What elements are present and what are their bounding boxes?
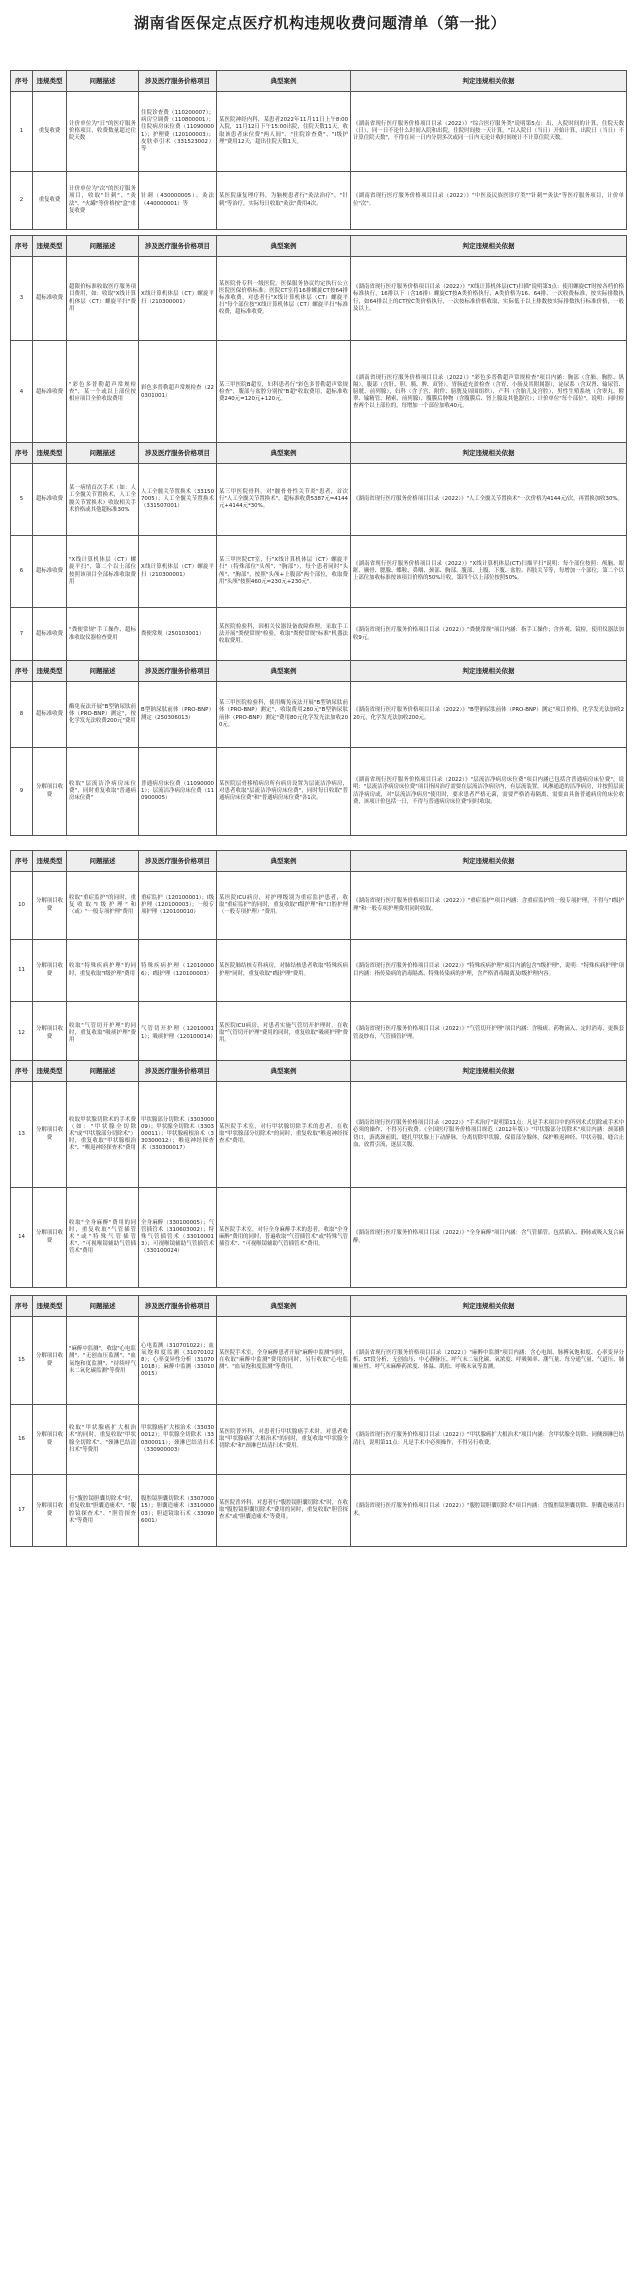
column-header: 典型案例: [217, 1061, 351, 1082]
cell-type: 分解项目收费: [33, 1002, 67, 1066]
cell-basis: 《湖南省现行医疗服务价格项目目录（2022）》"中医及民族医诊疗类""针刺""灸法"等医疗服务项目，计价单位"次"。: [351, 172, 627, 230]
cell-description: 计价单位为"日"的医疗服务价格项目，收费数量超过住院天数: [67, 92, 139, 172]
cell-case: 某医院手术室，对行全身麻醉手术的患者，收取"全身麻醉"费用的同时，普遍收取"气管插管术"或"特殊气管插管术"、"可视喉镜辅助气管插管术"费用。: [217, 1188, 351, 1288]
column-header: 典型案例: [217, 661, 351, 682]
violation-table: [10, 235, 627, 445]
cell-no: 12: [11, 1002, 33, 1066]
cell-description: 计价单位为"次"的医疗服务项目，收取"针刺"、"灸法"、"火罐"等价格按"盒"重复收费: [67, 172, 139, 230]
page-title: 湖南省医保定点医疗机构违规收费问题清单（第一批）: [133, 14, 506, 32]
cell-no: 4: [11, 341, 33, 445]
cell-case: 某医院ICU病房，对护理级别为重症监护患者，收取"重症监护"的同时，重复收取"I级护理"和"口腔护理（一般专项护理）"费用。: [217, 872, 351, 940]
cell-description: "粪便常规"手工操作、超标准收取仪器检查费用: [67, 608, 139, 662]
table-row: [11, 608, 627, 662]
cell-case: 某医院手术室，全身麻醉患者开展"麻醉中监测"同时，在收取"麻醉中监测"费用的同时，另行收取"心电监测"、"血氧饱和度监测"等费用。: [217, 1317, 351, 1405]
cell-price-item: 全身麻醉（330100005）；气管插管术（310603002）；特殊气管插管术（330100013）；可视喉镜辅助气管插管术（330100024）: [139, 1188, 217, 1288]
cell-description: 收取"甲状腺癌扩大根治术"的同时，重复收取"甲状腺全切除术"、"颈淋巴结清扫术"等费用: [67, 1405, 139, 1475]
column-header: 判定违规相关依据: [351, 236, 627, 257]
column-header: 判定违规相关依据: [351, 443, 627, 464]
table-row: [11, 341, 627, 445]
cell-type: 超标准收费: [33, 608, 67, 662]
cell-type: 重复收费: [33, 172, 67, 230]
cell-basis: 《湖南省现行医疗服务价格项目目录（2022）》"X线计算机体层(CT)扫描"说明第3点：使用螺旋CT时按各档价格标准执行，16排以下（含16排）螺旋CT按A类价格执行，A类价格为16、64排、一次收费标准，按实际排数执行，如64排以上的CT按C类价格执行，一次按标准价格收取，实际低于以上排数按实际排数执行标准价格，一般及以上。: [351, 257, 627, 341]
column-header: 典型案例: [217, 1296, 351, 1317]
table-row: [11, 1317, 627, 1405]
column-header: 问题描述: [67, 661, 139, 682]
table-row: [11, 940, 627, 1002]
cell-type: 分解项目收费: [33, 872, 67, 940]
cell-case: 某医院康复理疗科，为脑梗患者行"灸法治疗"、"针刺"等治疗，实际每日收取"灸法"费用4次。: [217, 172, 351, 230]
cell-type: 分解项目收费: [33, 1405, 67, 1475]
table-header-row: [11, 851, 627, 872]
column-header: 问题描述: [67, 443, 139, 464]
cell-no: 10: [11, 872, 33, 940]
cell-type: 超标准收费: [33, 536, 67, 608]
cell-no: 9: [11, 748, 33, 836]
cell-basis: 《湖南省现行医疗服务价格项目目录（2022）》"腹腔镜胆囊切除术"项目内涵：含腹腔镜胆囊切除、胆囊造瘘清扫术。: [351, 1475, 627, 1547]
table-row: [11, 92, 627, 172]
cell-no: 3: [11, 257, 33, 341]
cell-type: 分解项目收费: [33, 748, 67, 836]
cell-basis: 《湖南省现行医疗服务价格项目目录（2022）》"层流洁净病房床位费"项目内涵已包括含普通病房床位费"，说明："层流洁净病房床位费"项目指因治疗需要在层流洁净病房内，有层流装置，风淋通道的洁净病房，并按照层流洁净病房或，对"层流洁净病房"使用时，要求患者严格无菌，需要严格消毒隔离、需要由具备普通病房的床位收费，该项计价包括一日，不得与普通病房床位费"同时收取。: [351, 748, 627, 836]
cell-description: 行"腹腔镜胆囊切除术"时，重复收取"胆囊造瘘术"、"腹腔镜探查术"、"胆管探查术"等费用: [67, 1475, 139, 1547]
column-header: 典型案例: [217, 236, 351, 257]
cell-no: 5: [11, 464, 33, 536]
cell-basis: 《湖南省现行医疗服务价格项目目录（2022）》"全身麻醉"项目内涵：含气管插管，包括插入、静脉或吸入复合麻醉。: [351, 1188, 627, 1288]
cell-case: 某医院ICU病房，对患者实施气管切开护理时，在收取"气管切开护理"费用的同时，重复收取"吸痰护理"费用。: [217, 1002, 351, 1066]
cell-no: 7: [11, 608, 33, 662]
column-header: 序号: [11, 443, 33, 464]
cell-basis: 《湖南省现行医疗服务价格项目目录（2022）》"甲状腺癌扩大根治术"项目内涵：含甲状腺全切除、同侧颈淋巴结清扫，说明第11点：凡是手术中必须操作，不得另行收费。: [351, 1405, 627, 1475]
cell-description: 收取"全身麻醉"费用的同时，重复收取"气管插管术"或"特殊气管插管术"、"可视喉镜辅助气管插管术"费用: [67, 1188, 139, 1288]
violation-table: [10, 1295, 627, 1547]
cell-price-item: 心电监测（310701022）；血氧饱和度监测（310701028）；心率变异性分析（310701018）；麻醉中监测（330100015）: [139, 1317, 217, 1405]
cell-type: 分解项目收费: [33, 1475, 67, 1547]
cell-no: 13: [11, 1082, 33, 1188]
cell-basis: 《湖南省现行医疗服务价格项目目录（2022）》"B型钠尿肽前体（PRO-BNP）测定"项目价格，化学发光法加收220元，化学发光法加收200元。: [351, 682, 627, 748]
violation-table: [10, 660, 627, 836]
cell-no: 2: [11, 172, 33, 230]
cell-case: 某三甲医院CT室，行"X线计算机体层（CT）螺旋平扫"（特殊部位"头颅"、"胸部"），每个患者同时"头颅"、"胸部"，按照"头颅+上腹部"两个部位，收取费用"头颅"按照460元=230元+230元"。: [217, 536, 351, 608]
column-header: 典型案例: [217, 443, 351, 464]
cell-case: 某医院层骨移植病房所有病房设置为层流洁净病房，对患者收取"层流洁净病房床位费"，同时每日收取"普通病房床位费"和"普通病房床位费"各1次。: [217, 748, 351, 836]
violation-table: [10, 70, 627, 230]
column-header: 违规类型: [33, 443, 67, 464]
table-row: [11, 1082, 627, 1188]
table-header-row: [11, 1296, 627, 1317]
column-header: 违规类型: [33, 661, 67, 682]
cell-description: 酶免夜法开展"B型钠尿肽前体（PRO-BNP）测定"，按化学发光法收费200元"费用: [67, 682, 139, 748]
cell-description: 收取"重症监护"的同时，重复收取"I级护理"和（或）"一般专项护理"费用: [67, 872, 139, 940]
cell-basis: 《湖南省现行医疗服务价格项目目录（2022）》"X线计算机体层(CT)扫描平扫"说明：每个部位按照：颅脑、眼眶、颞骨、腮腺、蝶鞍、鼻咽、颈部、胸部、腹部、上腹、下腹、盆腔、四肢关节等，每增加一个部位，第二个以上部位加收标准按该项目价格的50%计收，第四个以上部位按照50%。: [351, 536, 627, 608]
table-row: [11, 748, 627, 836]
table-header-row: [11, 71, 627, 92]
table-row: [11, 172, 627, 230]
cell-no: 11: [11, 940, 33, 1002]
violation-table: [10, 850, 627, 1066]
cell-case: 某医院检验科，因相关仪器设备故障修理，采取手工法开展"粪便常规"检验，收取"粪便常规"标准"机器法收取费用。: [217, 608, 351, 662]
column-header: 典型案例: [217, 851, 351, 872]
column-header: 判定违规相关依据: [351, 661, 627, 682]
column-header: 问题描述: [67, 1061, 139, 1082]
column-header: 违规类型: [33, 71, 67, 92]
cell-case: 某医院手术室，对行甲状腺切除手术的患者，在收取"甲状腺部分切除术"的同时，重复收取"喉返神经探查术"费用。: [217, 1082, 351, 1188]
cell-price-item: 普通病房床位费（110900001）；层流洁净病房床位费（110900005）: [139, 748, 217, 836]
cell-price-item: 腹腔镜胆囊切除术（330700015）；胆囊造瘘术（331000003）；胆道镜取石术（330906001）: [139, 1475, 217, 1547]
cell-basis: 《湖南省现行医疗服务价格项目目录（2022）》"人工全髋关节置换术"一次价格为4144元/次，再置换加收30%。: [351, 464, 627, 536]
cell-basis: 《湖南省现行医疗服务价格项目目录（2022）》"重症监护"项目内涵：含重症监护的一般专项护理，不得与"I级护理"和一般专项护理费用同时收取。: [351, 872, 627, 940]
cell-price-item: 甲状腺癌扩大根治术（330300012）；甲状腺全切除术（330300011）；颈淋巴结清扫术（330900003）: [139, 1405, 217, 1475]
cell-case: 某医院普外科，对患者行"腹腔镜胆囊切除术"时，在收取"腹腔镜胆囊切除术"费用的同时，重复收取"胆管探查术"或"胆囊造瘘术"等费用。: [217, 1475, 351, 1547]
cell-price-item: 彩色多普勒超声常规检查（220301001）: [139, 341, 217, 445]
column-header: 问题描述: [67, 71, 139, 92]
cell-type: 分解项目收费: [33, 1188, 67, 1288]
cell-case: 某医院神经内科，某患者2022年11月11日上午8:00入院，11月12日下午15:00出院，住院天数11天，收取该患者床位费"两人间"、"住院诊查费"、"I级护理"费用12天，超出住院天数1天。: [217, 92, 351, 172]
cell-case: 某三甲医院骨科，对"髋骨骨性关节炎"患者，首次行"人工全髋关节置换术"，超标准收费5387元=4144元+4144元*30%。: [217, 464, 351, 536]
table-row: [11, 1002, 627, 1066]
column-header: 判定违规相关依据: [351, 851, 627, 872]
column-header: 序号: [11, 236, 33, 257]
cell-no: 1: [11, 92, 33, 172]
cell-case: 某医院骨专科一级医院，医保服务协议约定执行公立医院医保价格标准。医院CT室将16排螺旋CT按64排标准收费，对患者行"X线计算机体层（CT）螺旋平扫"每个部位按"X线计算机体层（CT）螺旋平扫"标准收费，超标准收费。: [217, 257, 351, 341]
cell-basis: 《湖南省现行医疗服务价格项目目录（2022）》"综合医疗服务类"说明第5点：出、入院时间的计算，住院天数（日），同一日不论什么时间入院和出院，住院时间按一天计算，"以入院日（当日）开始计算，出院日（当日）不计算住院天数"，不得在同一日内分别多次或同一日内无论计收时间统计不计算住院天数。: [351, 92, 627, 172]
cell-basis: 《湖南省现行医疗服务价格项目目录（2022）》"粪便常规"项目内涵：指手工操作；含外观、镜检，使用仪器法加收9元。: [351, 608, 627, 662]
column-header: 涉及医疗服务价格项目: [139, 661, 217, 682]
cell-price-item: 特殊疾病护理（120100006）；I级护理（120100003）: [139, 940, 217, 1002]
cell-price-item: 针刺（430000005）；灸法（440000001）等: [139, 172, 217, 230]
cell-type: 分解项目收费: [33, 1082, 67, 1188]
cell-price-item: B型钠尿肽前体（PRO-BNP）测定（250306013）: [139, 682, 217, 748]
cell-type: 超标准收费: [33, 464, 67, 536]
cell-description: "麻醉中监测"，收取"心电监测"、"无创血压监测"、"血氧饱和度监测"、"持续呼气末二氧化碳监测"等费用: [67, 1317, 139, 1405]
cell-description: 收取甲状腺切除术的手术费（如："甲状腺全切除术"或"甲状腺部分切除术"）时，重复收取"甲状腺根治术"、"喉返神经探查术"费用: [67, 1082, 139, 1188]
cell-price-item: X线计算机体层（CT）螺旋平扫（210300001）: [139, 257, 217, 341]
column-header: 涉及医疗服务价格项目: [139, 236, 217, 257]
cell-basis: 《湖南省现行医疗服务价格项目目录（2022）》"手术治疗"说明第11点：凡是手术项目中的所列术式切除或手术中必须的操作，不得另行收费。《全国医疗服务价格项目规范（2012年版）》"甲状腺部分切除术"项目内涵：颈部横切口，游离颈前肌，缝扎甲状腺上下动静脉，分离切除甲状腺，保留部分腺体，保护喉返神经、甲状旁腺，缝合止血，放置引流，逐层关腹。: [351, 1082, 627, 1188]
cell-basis: 《湖南省现行医疗服务价格项目目录（2022）》"特殊疾病护理"项目内涵包含"I级护理"，说明："特殊疾病护理"项目内涵：指传染病的消毒隔离、特殊传染病的护理，含严格消毒隔离及I级护理内容。: [351, 940, 627, 1002]
cell-case: 某医院普外科，对患者行甲状腺癌手术时，对患者收取"甲状腺癌扩大根治术"的同时，重复收取"甲状腺全切除术"和"颈淋巴结清扫术"费用。: [217, 1405, 351, 1475]
table-row: [11, 1475, 627, 1547]
cell-no: 6: [11, 536, 33, 608]
cell-no: 8: [11, 682, 33, 748]
cell-type: 分解项目收费: [33, 940, 67, 1002]
table-header-row: [11, 236, 627, 257]
table-header-row: [11, 1061, 627, 1082]
column-header: 判定违规相关依据: [351, 1061, 627, 1082]
cell-type: 重复收费: [33, 92, 67, 172]
column-header: 判定违规相关依据: [351, 1296, 627, 1317]
table-row: [11, 464, 627, 536]
column-header: 序号: [11, 71, 33, 92]
cell-type: 超标准收费: [33, 682, 67, 748]
cell-description: 收取"特殊疾病护理"的同时，重复收取"I级护理"费用: [67, 940, 139, 1002]
column-header: 问题描述: [67, 236, 139, 257]
column-header: 典型案例: [217, 71, 351, 92]
table-row: [11, 872, 627, 940]
cell-description: 某一病情首次手术（如：人工全髋关节置换术，人工全髋关节置换术）收取相关手术价格或其他超标准30%: [67, 464, 139, 536]
table-header-row: [11, 443, 627, 464]
cell-price-item: X线计算机体层（CT）螺旋平扫（210300001）: [139, 536, 217, 608]
cell-basis: 《湖南省现行医疗服务价格项目目录（2022）》"气管切开护理"项目内涵：含吸痰、药物滴入、定时消毒、更换套管及纱布，气管插管护理。: [351, 1002, 627, 1066]
cell-description: "彩色多普勒超声常规检查"，某一个或以上部位按相应项目全价收取费用: [67, 341, 139, 445]
cell-basis: 《湖南省现行医疗服务价格项目目录（2022）》"麻醉中监测"项目内涵：含心电图、脉搏氧饱和度、心率变异分析、ST段分析、无创血压、中心静脉压、呼气末二氧化碳、氧浓度、呼吸频率、潮气量、每分通气量、气道压、肺顺应性、呼气末麻醉药浓度、体温、肌松、呼吸末氧等监测。: [351, 1317, 627, 1405]
column-header: 涉及医疗服务价格项目: [139, 71, 217, 92]
column-header: 违规类型: [33, 1296, 67, 1317]
column-header: 涉及医疗服务价格项目: [139, 1061, 217, 1082]
column-header: 序号: [11, 851, 33, 872]
table-row: [11, 1188, 627, 1288]
violation-table: [10, 442, 627, 662]
cell-price-item: 甲状腺部分切除术（330300009）；甲状腺全切除术（330300011）；甲状腺癌根治术（330300012）；喉返神经探查术（330300017）: [139, 1082, 217, 1188]
table-row: [11, 1405, 627, 1475]
cell-price-item: 人工全髋关节置换术（331507005）；人工全髋关节置换术（331507001）: [139, 464, 217, 536]
table-row: [11, 682, 627, 748]
table-header-row: [11, 661, 627, 682]
column-header: 违规类型: [33, 236, 67, 257]
column-header: 涉及医疗服务价格项目: [139, 851, 217, 872]
column-header: 判定违规相关依据: [351, 71, 627, 92]
cell-case: 某三甲医院检验科，使用酶免夜法开展"B型钠尿肽前体（PRO-BNP）测定"，收取费用280元"B型钠尿肽前体（PRO-BNP）测定"费用80元化学发光法加收200元。: [217, 682, 351, 748]
column-header: 问题描述: [67, 851, 139, 872]
table-row: [11, 536, 627, 608]
cell-description: "X线计算机体层（CT）螺旋平扫"，第二个以上部位按照该项目全部标准收取费用: [67, 536, 139, 608]
cell-description: 超限价标准收取医疗服务项目费用，如：收取"X线计算机体层（CT）螺旋平扫"费用: [67, 257, 139, 341]
column-header: 序号: [11, 1061, 33, 1082]
cell-case: 某医院肺结核专科病房，对肺结核患者收取"特殊疾病护理"同时，重复收取"I级护理"费用。: [217, 940, 351, 1002]
cell-price-item: 气管切开护理（120100011）；吸痰护理（120100014）: [139, 1002, 217, 1066]
column-header: 违规类型: [33, 1061, 67, 1082]
cell-no: 16: [11, 1405, 33, 1475]
cell-description: 收取"气管切开护理"的同时，重复收取"吸痰护理"费用: [67, 1002, 139, 1066]
cell-description: 收取"层流洁净病房床位费"，同时重复收取"普通病房床位费": [67, 748, 139, 836]
cell-price-item: 住院诊查费（110200007）；病房空调费（110800001）；住院病房床位费（110900001）；护理费（120100003）；皮肤牵引术（331523002）等: [139, 92, 217, 172]
column-header: 涉及医疗服务价格项目: [139, 1296, 217, 1317]
cell-no: 15: [11, 1317, 33, 1405]
cell-no: 17: [11, 1475, 33, 1547]
cell-type: 超标准收费: [33, 257, 67, 341]
column-header: 违规类型: [33, 851, 67, 872]
column-header: 序号: [11, 1296, 33, 1317]
violation-table: [10, 1060, 627, 1288]
cell-type: 超标准收费: [33, 341, 67, 445]
cell-basis: 《湖南省现行医疗服务价格项目目录（2022）》"彩色多普勒超声常规检查"项目内涵：胸部（含肺、胸腔、纵隔），腹部（含肝、胆、胰、脾、双肾），胃肠道充盈检查（含胃、小肠及其附属器），泌尿系（含双肾、输尿管、膀胱、前列腺），妇科（含子宫、附件、膀胱及周围组织），产科（含胎儿及宫腔），男性生殖系统（含睾丸、附睾、输精管、精索、前列腺），腹膜后肿物（含腹膜后、肾上腺及其他器官）；计价单位"每个部位"，说明：同时检查两个以上部位的，每增加一个部位加收40元。: [351, 341, 627, 445]
cell-type: 分解项目收费: [33, 1317, 67, 1405]
cell-price-item: 重症监护（120100001）；I级护理（120100003）；一般专项护理（120100010）: [139, 872, 217, 940]
column-header: 序号: [11, 661, 33, 682]
column-header: 问题描述: [67, 1296, 139, 1317]
cell-case: 某三甲医院B超室，妇科患者行"彩色多普勒超声常规检查"，腹部与盆腔分别按"B超"收取费用，超标准收费240元=120元+120元。: [217, 341, 351, 445]
column-header: 涉及医疗服务价格项目: [139, 443, 217, 464]
table-row: [11, 257, 627, 341]
cell-no: 14: [11, 1188, 33, 1288]
cell-price-item: 粪便常规（250103001）: [139, 608, 217, 662]
